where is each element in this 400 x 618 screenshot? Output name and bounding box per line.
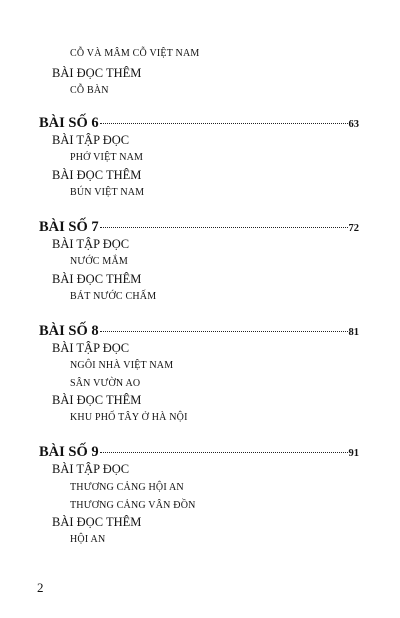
section-heading: BÀI TẬP ĐỌC <box>52 237 130 251</box>
toc-entry: HỘI AN <box>70 534 106 545</box>
section-heading: BÀI ĐỌC THÊM <box>52 66 142 80</box>
lesson-page-number: 91 <box>348 448 359 459</box>
lesson-heading-8 <box>39 323 359 340</box>
dot-leader <box>100 123 348 124</box>
toc-entry: THƯƠNG CẢNG VÂN ĐỒN <box>70 500 196 511</box>
lesson-heading-9 <box>39 444 359 461</box>
toc-entry: CỖ VÀ MÂM CỖ VIỆT NAM <box>70 48 200 59</box>
lesson-page-number: 72 <box>348 223 359 234</box>
lesson-heading-7 <box>39 219 359 236</box>
toc-entry: PHỞ VIỆT NAM <box>70 152 144 163</box>
lesson-title: BÀI SỐ 9 <box>39 444 99 460</box>
toc-entry: KHU PHỐ TÂY Ở HÀ NỘI <box>70 412 188 423</box>
toc-entry: NGÔI NHÀ VIỆT NAM <box>70 360 174 371</box>
dot-leader <box>100 227 348 228</box>
section-heading: BÀI TẬP ĐỌC <box>52 462 130 476</box>
section-heading: BÀI ĐỌC THÊM <box>52 168 142 182</box>
lesson-title: BÀI SỐ 7 <box>39 219 99 235</box>
toc-entry: THƯƠNG CẢNG HỘI AN <box>70 482 184 493</box>
lesson-page-number: 63 <box>348 119 359 130</box>
toc-entry: NƯỚC MẮM <box>70 256 128 267</box>
toc-entry: BÚN VIỆT NAM <box>70 187 145 198</box>
lesson-title: BÀI SỐ 8 <box>39 323 99 339</box>
toc-entry: CỖ BÀN <box>70 85 109 96</box>
section-heading: BÀI TẬP ĐỌC <box>52 133 130 147</box>
section-heading: BÀI TẬP ĐỌC <box>52 341 130 355</box>
page-number: 2 <box>37 580 44 595</box>
section-heading: BÀI ĐỌC THÊM <box>52 393 142 407</box>
toc-entry: BÁT NƯỚC CHẤM <box>70 291 157 302</box>
dot-leader <box>100 331 348 332</box>
lesson-page-number: 81 <box>348 327 359 338</box>
toc-entry: SÂN VƯỜN AO <box>70 378 141 389</box>
section-heading: BÀI ĐỌC THÊM <box>52 272 142 286</box>
lesson-heading-6 <box>39 115 359 132</box>
section-heading: BÀI ĐỌC THÊM <box>52 515 142 529</box>
dot-leader <box>100 452 348 453</box>
lesson-title: BÀI SỐ 6 <box>39 115 99 131</box>
